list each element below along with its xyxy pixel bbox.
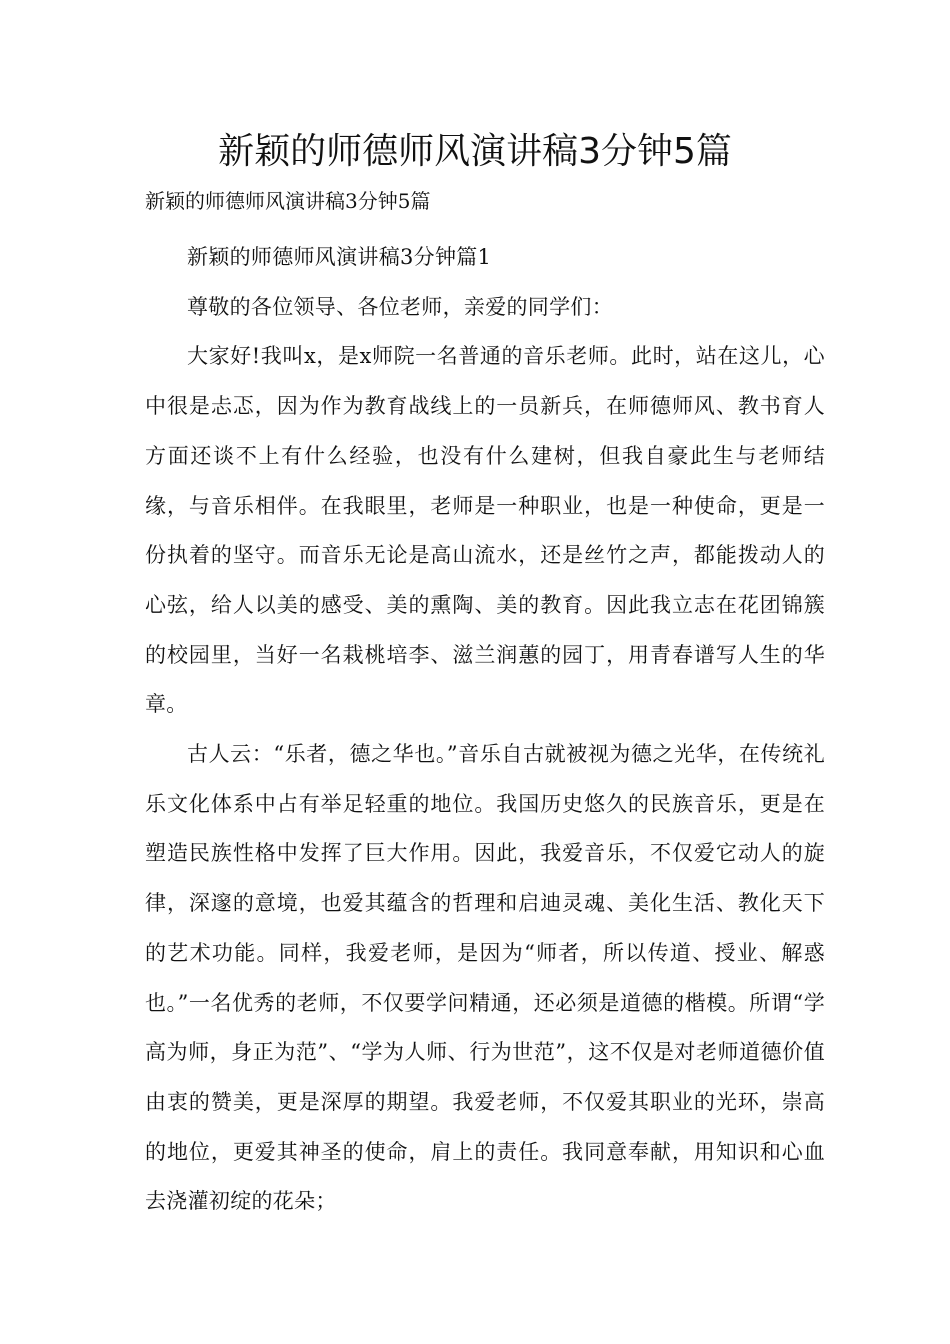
body-paragraph: 古人云：“乐者，德之华也。”音乐自古就被视为德之光华，在传统礼乐文化体系中占有举足轻重的地位。我国历史悠久的民族音乐，更是在塑造民族性格中发挥了巨大作用。因此，我爱音乐，不仅爱它动人的旋律，深邃的意境，也爱其蕴含的哲理和启迪灵魂、美化生活、教化天下的艺术功能。同样，我爱老师，是因为“师者，所以传道、授业、解惑也。”一名优秀的老师，不仅要学问精通，还必须是道德的楷模。所谓“学高为师，身正为范”、“学为人师、行为世范”，这不仅是对老师道德价值由衷的赞美，更是深厚的期望。我爱老师，不仅爱其职业的光环，崇高的地位，更爱其神圣的使命，肩上的责任。我同意奉献，用知识和心血去浇灌初绽的花朵； — [145, 742, 825, 1214]
document-subtitle: 新颖的师德师风演讲稿3分钟5篇 — [145, 189, 431, 213]
document-title: 新颖的师德师风演讲稿3分钟5篇 — [218, 131, 732, 172]
document-body — [145, 233, 825, 1227]
body-paragraph: 大家好!我叫x，是x师院一名普通的音乐老师。此时，站在这儿，心中很是忐忑，因为作为教育战线上的一员新兵，在师德师风、教书育人方面还谈不上有什么经验，也没有什么建树，但我自豪此生与老师结缘，与音乐相伴。在我眼里，老师是一种职业，也是一种使命，更是一份执着的坚守。而音乐无论是高山流水，还是丝竹之声，都能拨动人的心弦，给人以美的感受、美的熏陶、美的教育。因此我立志在花团锦簇的校园里，当好一名栽桃培李、滋兰润蕙的园丁，用青春谱写人生的华章。 — [145, 344, 825, 717]
salutation-paragraph: 尊敬的各位领导、各位老师，亲爱的同学们： — [187, 294, 613, 319]
section-heading: 新颖的师德师风演讲稿3分钟篇1 — [187, 245, 492, 269]
